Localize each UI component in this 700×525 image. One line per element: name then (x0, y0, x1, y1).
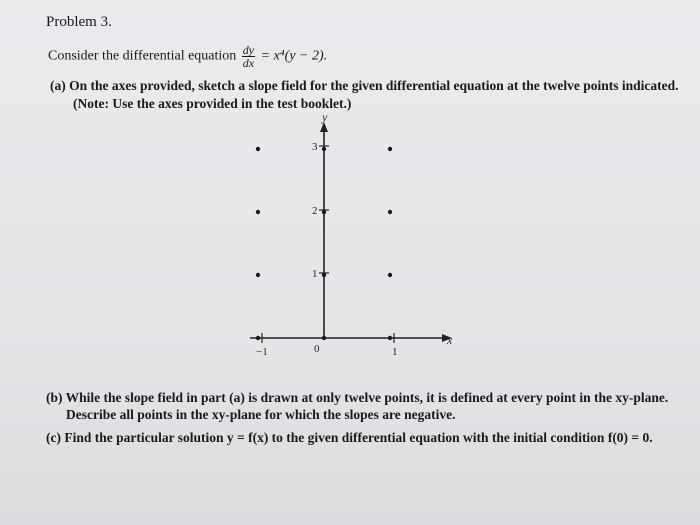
equation-rhs: = x⁴(y − 2). (260, 48, 328, 64)
problem-title: Problem 3. (46, 14, 112, 30)
x-axis-label: x (447, 333, 453, 347)
slope-point-9 (388, 273, 392, 277)
derivative-denominator: dx (242, 56, 255, 70)
slope-point-3 (256, 147, 260, 151)
part-b-line-2: Describe all points in the xy-plane for which the slopes are negative. (66, 407, 456, 422)
part-a-text: (a) On the axes provided, sketch a slope field for the given differential equation at the twelve points indicated. (50, 78, 679, 93)
part-b-line-1: (b) While the slope field in part (a) is drawn at only twelve points, it is defined at every point in the xy-plane. (46, 390, 669, 405)
x-tick-label-0: 0 (314, 343, 320, 355)
slope-point-1 (256, 273, 260, 277)
y-axis-label: y (322, 110, 328, 124)
part-a-note: (Note: Use the axes provided in the test booklet.) (73, 96, 352, 111)
slope-point-6 (322, 210, 326, 214)
slope-point-4 (322, 336, 326, 340)
x-tick-label-neg1: −1 (256, 346, 268, 358)
slope-point-10 (388, 210, 392, 214)
slope-point-8 (388, 336, 392, 340)
part-c-text: (c) Find the particular solution y = f(x) to the given differential equation with the initial condition f(0) = 0. (46, 430, 653, 445)
slope-point-11 (388, 147, 392, 151)
derivative-numerator: dy (242, 43, 255, 57)
slope-point-7 (322, 147, 326, 151)
y-tick-label-3: 3 (312, 141, 318, 153)
slope-point-5 (322, 273, 326, 277)
x-tick-label-1: 1 (392, 346, 398, 358)
problem-intro: Consider the differential equation (48, 48, 237, 64)
slope-point-0 (256, 336, 260, 340)
y-tick-label-2: 2 (312, 205, 318, 217)
slope-point-2 (256, 210, 260, 214)
y-tick-label-1: 1 (312, 268, 318, 280)
